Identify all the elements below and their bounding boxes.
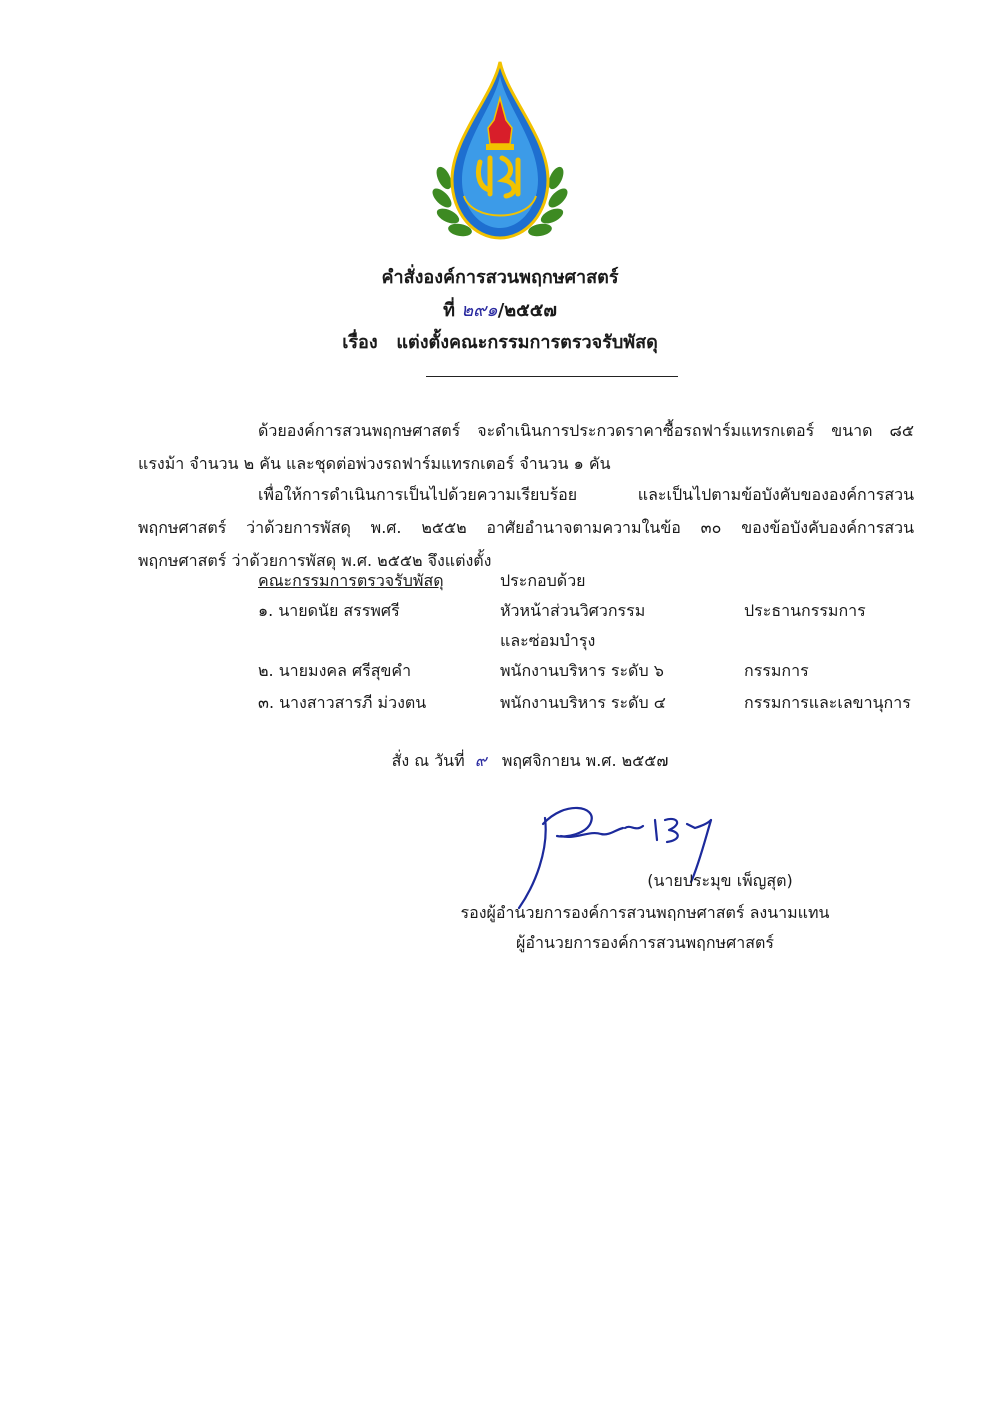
organization-emblem-icon [430,58,570,248]
body-paragraph-1: ด้วยองค์การสวนพฤกษศาสตร์ จะดำเนินการประกวดราคาซื้อรถฟาร์มแทรกเตอร์ ขนาด ๘๕ แรงม้า จำนวน ๒ คัน และชุดต่อพ่วงรถฟาร์มแทรกเตอร์ จำนวน ๑ คัน [138,421,914,473]
member-position: พนักงานบริหาร ระดับ ๖ [500,661,664,680]
committee-heading-suffix: ประกอบด้วย [500,571,586,590]
order-date-month-year: พฤศจิกายน พ.ศ. ๒๕๕๗ [501,751,669,770]
order-number-prefix: ที่ [443,300,455,321]
signer-title-line-2: ผู้อำนวยการองค์การสวนพฤกษศาสตร์ [516,933,774,952]
signer-name: (นายประมุข เพ็ญสุต) [647,871,793,890]
member-position-line-2: และซ่อมบำรุง [500,631,596,650]
order-number [0,295,1000,324]
subject-line [0,327,1000,356]
order-number-suffix: /๒๕๕๗ [497,300,557,321]
order-number-handwritten: ๒๙๑ [461,300,498,321]
order-date-prefix: สั่ง ณ วันที่ [391,751,465,770]
member-role: กรรมการ [744,661,809,680]
member-name: ๓. นางสาวสารภี ม่วงตน [258,693,427,712]
member-role: ประธานกรรมการ [744,601,866,620]
order-date-day-handwritten: ๙ [474,751,487,770]
subject-label: เรื่อง [342,332,378,353]
committee-heading: คณะกรรมการตรวจรับพัสดุ [258,571,444,590]
member-role: กรรมการและเลขานุการ [744,693,911,712]
body-paragraph-2: เพื่อให้การดำเนินการเป็นไปด้วยความเรียบร้อย และเป็นไปตามข้อบังคับขององค์การสวนพฤกษศาสตร์ ว่าด้วยการพัสดุ พ.ศ. ๒๕๕๒ อาศัยอำนาจตามความในข้อ ๓๐ ของข้อบังคับองค์การสวนพฤกษศาสตร์ ว่าด้วยการพัสดุ พ.ศ. ๒๕๕๒ จึงแต่งตั้ง [138,485,914,570]
order-date [0,746,1000,776]
member-position: พนักงานบริหาร ระดับ ๔ [500,693,666,712]
signer-title-line-1: รองผู้อำนวยการองค์การสวนพฤกษศาสตร์ ลงนามแทน [460,903,830,922]
subject-text: แต่งตั้งคณะกรรมการตรวจรับพัสดุ [396,332,658,353]
member-name: ๑. นายดนัย สรรพศรี [258,601,400,620]
header-divider [426,376,678,377]
member-position: หัวหน้าส่วนวิศวกรรม [500,601,646,620]
document-title: คำสั่งองค์การสวนพฤกษศาสตร์ [381,267,619,288]
member-name: ๒. นายมงคล ศรีสุขคำ [258,661,412,680]
